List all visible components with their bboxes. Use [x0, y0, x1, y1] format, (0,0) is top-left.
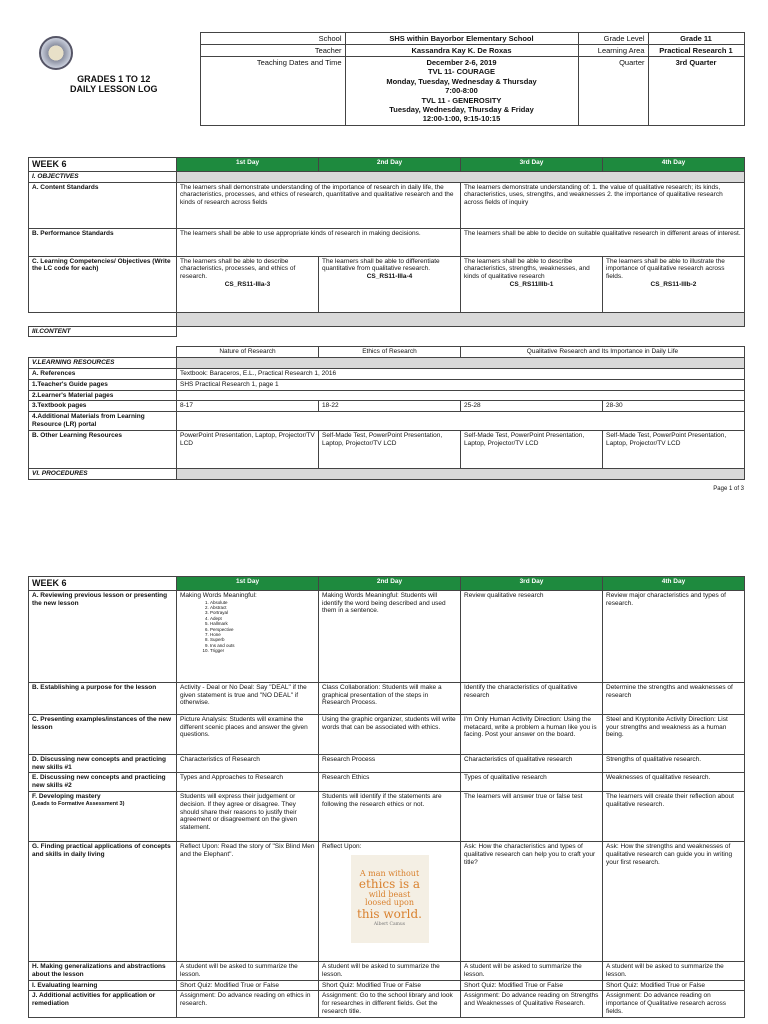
content-heading: III.CONTENT: [29, 326, 177, 337]
page-number: Page 1 of 3: [713, 485, 744, 492]
row-e-day3: Types of qualitative research: [461, 773, 603, 792]
teacher-label: Teacher: [200, 45, 345, 57]
objectives-gray: [177, 171, 745, 182]
topic-2: Ethics of Research: [319, 347, 461, 358]
other-label: B. Other Learning Resources: [29, 430, 177, 468]
procedures-heading: VI. PROCEDURES: [29, 468, 177, 479]
page2-table: [28, 576, 744, 1018]
day-2-header-2: 2nd Day: [319, 577, 461, 591]
row-j-label: J. Additional activities for application or remediation: [29, 991, 177, 1017]
row-f-day3: The learners will answer true or false test: [461, 791, 603, 841]
grade-label: Grade Level: [578, 33, 648, 45]
row-j-day1: Assignment: Do advance reading on ethics in research.: [177, 991, 319, 1017]
tg-label: 1.Teacher's Guide pages: [29, 379, 177, 390]
other-2: Self-Made Test, PowerPoint Presentation, Laptop, Projector/TV LCD: [319, 430, 461, 468]
day-4-header: 4th Day: [603, 158, 745, 172]
row-b-day3: Identify the characteristics of qualitative research: [461, 682, 603, 714]
row-g-day3: Ask: How the characteristics and types of qualitative research can help you to craft your title?: [461, 841, 603, 961]
performance-b: The learners shall be able to decide on suitable qualitative research in different areas of interest.: [461, 228, 745, 256]
row-h-day3: A student will be asked to summarize the lesson.: [461, 961, 603, 980]
row-d-day2: Research Process: [319, 754, 461, 773]
dates-label: Teaching Dates and Time: [200, 57, 345, 126]
row-c-day4: Steel and Kryptonite Activity Direction: List your strengths and weakness as a human being.: [603, 714, 745, 754]
tg-value: SHS Practical Research 1, page 1: [177, 379, 745, 390]
row-d-day3: Characteristics of qualitative research: [461, 754, 603, 773]
competency-3: The learners shall be able to describe characteristics, strengths, weaknesses, and kinds of qualitative research CS_RS11IIIb-1: [461, 256, 603, 312]
dates-value: December 2-6, 2019 TVL 11- COURAGE Monday, Tuesday, Wednesday & Thursday 7:00-8:00 TVL 11 - GENEROSITY Tuesday, Wednesday, Thursday & Friday 12:00-1:00, 9:15-10:15: [345, 57, 578, 126]
area-value: Practical Research 1: [648, 45, 744, 57]
row-e-label: E. Discussing new concepts and practicing new skills #2: [29, 773, 177, 792]
competencies-label: C. Learning Competencies/ Objectives (Write the LC code for each): [29, 256, 177, 312]
log-title-2: DAILY LESSON LOG: [69, 84, 158, 95]
tb-3: 25-28: [461, 401, 603, 412]
week-label-2: WEEK 6: [29, 577, 177, 591]
week-label: WEEK 6: [29, 158, 177, 172]
other-3: Self-Made Test, PowerPoint Presentation, Laptop, Projector/TV LCD: [461, 430, 603, 468]
competency-1: The learners shall be able to describe characteristics, processes, and ethics of research. CS_RS11-IIIa-3: [177, 256, 319, 312]
row-h-label: H. Making generalizations and abstractions about the lesson: [29, 961, 177, 980]
content-standards-a: The learners shall demonstrate understanding of the importance of research in daily life, the characteristics, processes, and ethics of research, quantitative and qualitative research and the kinds of research across fields: [177, 182, 461, 228]
lesson-log-header: [28, 32, 744, 126]
procedures-gray: [177, 468, 745, 479]
row-a-label: A. Reviewing previous lesson or presenting the new lesson: [29, 590, 177, 682]
additional-label: 4.Additional Materials from Learning Resource (LR) portal: [29, 412, 177, 431]
area-label: Learning Area: [578, 45, 648, 57]
row-i-day3: Short Quiz: Modified True or False: [461, 980, 603, 991]
performance-label: B. Performance Standards: [29, 228, 177, 256]
row-g-label: G. Finding practical applications of concepts and skills in daily living: [29, 841, 177, 961]
day-2-header: 2nd Day: [319, 158, 461, 172]
lm-label: 2.Learner's Material pages: [29, 390, 177, 401]
topic-3: Qualitative Research and Its Importance in Daily Life: [461, 347, 745, 358]
tb-2: 18-22: [319, 401, 461, 412]
row-b-label: B. Establishing a purpose for the lesson: [29, 682, 177, 714]
content-standards-label: A. Content Standards: [29, 182, 177, 228]
row-d-day1: Characteristics of Research: [177, 754, 319, 773]
tb-label: 3.Textbook pages: [29, 401, 177, 412]
row-j-day3: Assignment: Do advance reading on Strengths and Weaknesses of Qualitative Research.: [461, 991, 603, 1017]
tb-4: 28-30: [603, 401, 745, 412]
other-1: PowerPoint Presentation, Laptop, Projector/TV LCD: [177, 430, 319, 468]
quarter-value: 3rd Quarter: [648, 57, 744, 126]
row-c-day3: I'm Only Human Activity Direction: Using the metacard, write a problem a human like you is facing. Post your answer on the board.: [461, 714, 603, 754]
topic-1: Nature of Research: [177, 347, 319, 358]
grade-value: Grade 11: [648, 33, 744, 45]
competency-2: The learners shall be able to differentiate quantitative from qualitative research. CS_RS11-IIIa-4: [319, 256, 461, 312]
day-3-header-2: 3rd Day: [461, 577, 603, 591]
row-a-day1: Making Words Meaningful: 1. Absolute 2. Abstract 3. Portrayal 4. Adept 5. Hallmark 6. Perspective 7. Hone 8. Superb 9. Ins and outs 10. Trigger: [177, 590, 319, 682]
tb-1: 8-17: [177, 401, 319, 412]
page1-table: [28, 157, 744, 492]
content-standards-b: The learners demonstrate understanding of: 1. the value of qualitative research; its kinds, characteristics, uses, strengths, and weaknesses 2. the importance of qualitative research across fields of inquiry: [461, 182, 745, 228]
row-j-day2: Assignment: Go to the school library and look for researches in different fields. Get the research title.: [319, 991, 461, 1017]
row-a-day4: Review major characteristics and types of research.: [603, 590, 745, 682]
row-c-day2: Using the graphic organizer, students will write words that can be associated with ethics.: [319, 714, 461, 754]
day-4-header-2: 4th Day: [603, 577, 745, 591]
day-1-header: 1st Day: [177, 158, 319, 172]
row-d-day4: Strengths of qualitative research.: [603, 754, 745, 773]
row-g-day4: Ask: How the strengths and weaknesses of qualitative research can guide you in writing your first research.: [603, 841, 745, 961]
row-h-day2: A student will be asked to summarize the lesson.: [319, 961, 461, 980]
lm-value: [177, 390, 745, 401]
row-f-day1: Students will express their judgement or decision. If they agree or disagree. They should share their reasons to justify their agreement or disagreement on the given statement.: [177, 791, 319, 841]
row-h-day4: A student will be asked to summarize the lesson.: [603, 961, 745, 980]
row-j-day4: Assignment: Do advance reading on importance of Qualitative research across fields.: [603, 991, 745, 1017]
other-4: Self-Made Test, PowerPoint Presentation, Laptop, Projector/TV LCD: [603, 430, 745, 468]
resources-gray: [177, 358, 745, 369]
row-c-label: C. Presenting examples/instances of the new lesson: [29, 714, 177, 754]
row-g-day2: Reflect Upon: A man without ethics is a wild beast loosed upon this world. Albert Camus: [319, 841, 461, 961]
row-f-day2: Students will identify if the statements are following the research ethics or not.: [319, 791, 461, 841]
row-i-day2: Short Quiz: Modified True or False: [319, 980, 461, 991]
row-i-day1: Short Quiz: Modified True or False: [177, 980, 319, 991]
row-h-day1: A student will be asked to summarize the lesson.: [177, 961, 319, 980]
row-c-day1: Picture Analysis: Students will examine the different scenic places and answer the given questions.: [177, 714, 319, 754]
additional-value: [177, 412, 745, 431]
row-a-day2: Making Words Meaningful: Students will identify the word being described and used them in a sentence.: [319, 590, 461, 682]
row-i-label: I. Evaluating learning: [29, 980, 177, 991]
row-f-day4: The learners will create their reflection about qualitative research.: [603, 791, 745, 841]
row-b-day4: Determine the strengths and weaknesses of research: [603, 682, 745, 714]
row-b-day2: Class Collaboration: Students will make a graphical presentation of the steps in Research Process.: [319, 682, 461, 714]
row-g-day1: Reflect Upon: Read the story of "Six Blind Men and the Elephant".: [177, 841, 319, 961]
day-3-header: 3rd Day: [461, 158, 603, 172]
row-e-day2: Research Ethics: [319, 773, 461, 792]
school-value: SHS within Bayorbor Elementary School: [345, 33, 578, 45]
deped-seal-icon: [39, 36, 73, 70]
row-i-day4: Short Quiz: Modified True or False: [603, 980, 745, 991]
ethics-quote-image: A man without ethics is a wild beast loosed upon this world. Albert Camus: [351, 855, 429, 943]
row-f-label: F. Developing mastery (Leads to Formative Assessment 3): [29, 791, 177, 841]
row-d-label: D. Discussing new concepts and practicing new skills #1: [29, 754, 177, 773]
school-label: School: [200, 33, 345, 45]
row-e-day1: Types and Approaches to Research: [177, 773, 319, 792]
resources-heading: V.LEARNING RESOURCES: [29, 358, 177, 369]
row-a-day3: Review qualitative research: [461, 590, 603, 682]
gray-spacer-1: [177, 312, 745, 326]
day-1-header-2: 1st Day: [177, 577, 319, 591]
objectives-heading: I. OBJECTIVES: [29, 171, 177, 182]
references-value: Textbook: Baraceros, E.L., Practical Research 1, 2016: [177, 368, 745, 379]
competency-4: The learners shall be able to illustrate the importance of qualitative research across fields. CS_RS11-IIIb-2: [603, 256, 745, 312]
references-label: A. References: [29, 368, 177, 379]
row-e-day4: Weaknesses of qualitative research.: [603, 773, 745, 792]
header-title-cell: [28, 33, 200, 126]
log-title-1: GRADES 1 TO 12: [77, 73, 151, 84]
performance-a: The learners shall be able to use appropriate kinds of research in making decisions.: [177, 228, 461, 256]
teacher-value: Kassandra Kay K. De Roxas: [345, 45, 578, 57]
quarter-label: Quarter: [578, 57, 648, 126]
row-b-day1: Activity - Deal or No Deal: Say "DEAL" if the given statement is true and "NO DEAL" if otherwise.: [177, 682, 319, 714]
